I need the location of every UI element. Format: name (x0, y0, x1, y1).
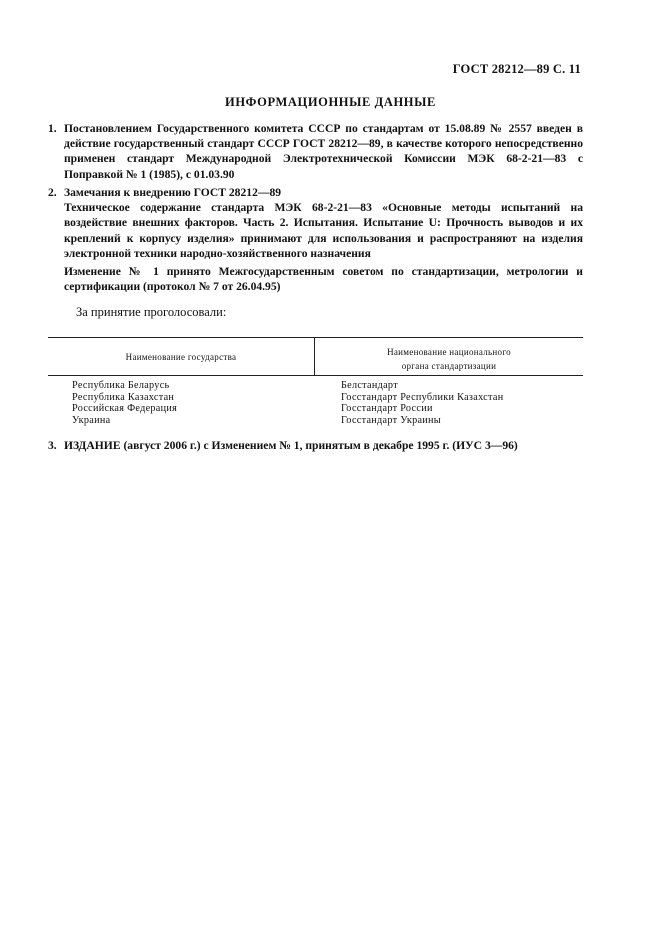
column-header-line: Наименование национального (387, 347, 511, 357)
column-header-body (315, 345, 583, 373)
item-text: Техническое содержание стандарта МЭК 68-2-21—83 «Основные методы испытаний на воздействие внешних факторов. Часть 2. Испытания. Испытание U: Прочность выводов и их креплений к корпусу изделия» принимают для использования и распространяют на изделия электронной техники народно-хозяйственного назначения (64, 201, 583, 260)
column-header-state: Наименование государства (125, 352, 237, 362)
section-title: ИНФОРМАЦИОННЫЕ ДАННЫЕ (225, 95, 436, 109)
item-1 (48, 121, 583, 182)
amendment-note: Изменение № 1 принято Межгосударственным советом по стандартизации, метрологии и сертификации (протокол № 7 от 26.04.95) (64, 265, 583, 294)
states-column (72, 380, 177, 426)
table-cell-state: Украина (72, 414, 111, 426)
column-header-line: органа стандартизации (401, 361, 497, 371)
header-rule (48, 375, 583, 376)
item-number: 2. (48, 186, 57, 199)
item-3 (48, 438, 583, 453)
item-number: 1. (48, 122, 57, 135)
table-cell-body: Белстандарт (341, 380, 398, 391)
table-cell-state: Республика Беларусь (72, 380, 170, 391)
item-text: Постановлением Государственного комитета СССР по стандартам от 15.08.89 № 2557 введен в действие государственный стандарт СССР ГОСТ 28212—89, в качестве которого непосредственно применен стандарт Международной Электротехнической Комиссии МЭК 68-2-21—83 с Поправкой № 1 (1985), с 01.03.90 (64, 122, 583, 181)
table-cell-body: Госстандарт России (341, 403, 433, 414)
page-reference: ГОСТ 28212—89 С. 11 (452, 62, 581, 76)
table-cell-state: Республика Казахстан (72, 391, 175, 403)
item-2 (48, 185, 583, 261)
voting-table (48, 337, 583, 436)
vote-label: За принятие проголосовали: (76, 305, 227, 319)
table-cell-state: Российская Федерация (72, 403, 178, 414)
item-heading: Замечания к внедрению ГОСТ 28212—89 (64, 186, 282, 199)
table-cell-body: Госстандарт Украины (341, 414, 441, 426)
item-text: ИЗДАНИЕ (август 2006 г.) с Изменением № 1, принятым в декабре 1995 г. (ИУС 3—96) (64, 439, 518, 452)
item-number: 3. (48, 439, 57, 452)
bodies-column (341, 380, 503, 426)
table-cell-body: Госстандарт Республики Казахстан (341, 391, 504, 403)
